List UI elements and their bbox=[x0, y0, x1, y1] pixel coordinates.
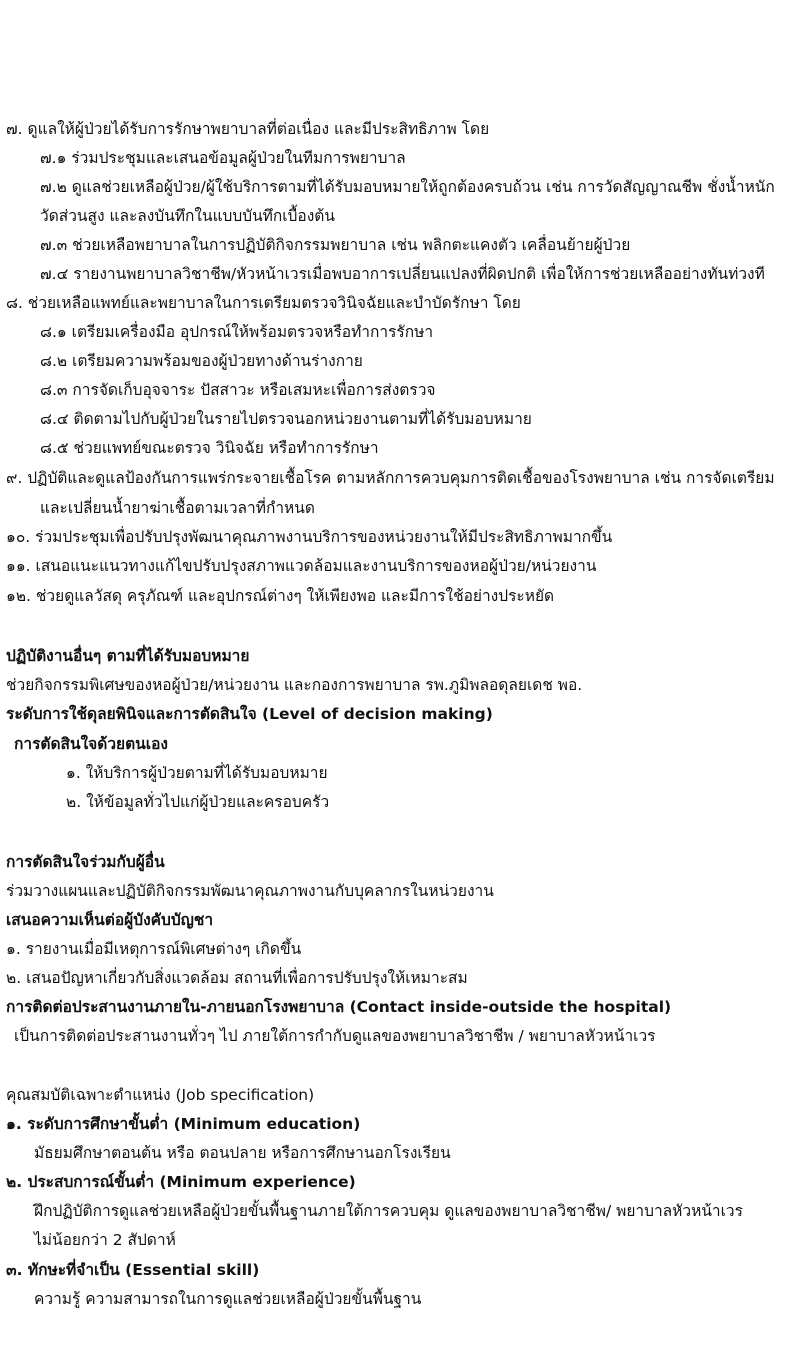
duty-8-4: ๘.๔ ติดตามไปกับผู้ป่วยในรายไปตรวจนอกหน่วยงานตามที่ได้รับมอบหมาย bbox=[40, 410, 532, 428]
duty-7: ๗. ดูแลให้ผู้ป่วยได้รับการรักษาพยาบาลที่ต่อเนื่อง และมีประสิทธิภาพ โดย bbox=[6, 120, 490, 138]
experience-text-cont: ไม่น้อยกว่า 2 สัปดาห์ bbox=[34, 1231, 176, 1249]
duty-11: ๑๑. เสนอแนะแนวทางแก้ไขปรับปรุงสภาพแวดล้อมและงานบริการของหอผู้ป่วย/หน่วยงาน bbox=[6, 557, 597, 575]
other-work-heading: ปฏิบัติงานอื่นๆ ตามที่ได้รับมอบหมาย bbox=[6, 647, 250, 665]
skill-heading: ๓. ทักษะที่จำเป็น (Essential skill) bbox=[6, 1261, 260, 1279]
joint-decision-heading: การตัดสินใจร่วมกับผู้อื่น bbox=[6, 853, 165, 871]
duty-7-4: ๗.๔ รายงานพยาบาลวิชาชีพ/หัวหน้าเวรเมื่อพบอาการเปลี่ยนแปลงที่ผิดปกติ เพื่อให้การช่วยเหลืออย่างทันท่วงที bbox=[40, 265, 765, 283]
self-decision-heading: การตัดสินใจด้วยตนเอง bbox=[14, 735, 168, 753]
decision-heading: ระดับการใช้ดุลยพินิจและการตัดสินใจ (Level of decision making) bbox=[6, 705, 493, 723]
joint-decision-text: ร่วมวางแผนและปฏิบัติกิจกรรมพัฒนาคุณภาพงานกับบุคลากรในหน่วยงาน bbox=[6, 882, 494, 900]
other-work-text: ช่วยกิจกรรมพิเศษของหอผู้ป่วย/หน่วยงาน และกองการพยาบาล รพ.ภูมิพลอดุลยเดช พอ. bbox=[6, 676, 583, 694]
experience-heading: ๒. ประสบการณ์ขั้นต่ำ (Minimum experience) bbox=[6, 1173, 356, 1191]
duty-7-1: ๗.๑ ร่วมประชุมและเสนอข้อมูลผู้ป่วยในทีมการพยาบาล bbox=[40, 149, 406, 167]
contact-text: เป็นการติดต่อประสานงานทั่วๆ ไป ภายใต้การกำกับดูแลของพยาบาลวิชาชีพ / พยาบาลหัวหน้าเวร bbox=[14, 1027, 656, 1045]
duty-8-3: ๘.๓ การจัดเก็บอุจจาระ ปัสสาวะ หรือเสมหะเพื่อการส่งตรวจ bbox=[40, 381, 436, 399]
duty-7-2-cont: วัดส่วนสูง และลงบันทึกในแบบบันทึกเบื้องต้น bbox=[40, 207, 335, 225]
duty-8-5: ๘.๕ ช่วยแพทย์ขณะตรวจ วินิจฉัย หรือทำการรักษา bbox=[40, 439, 379, 457]
duty-9: ๙. ปฏิบัติและดูแลป้องกันการแพร่กระจายเชื้อโรค ตามหลักการควบคุมการติดเชื้อของโรงพยาบาล เช่น การจัดเตรียม bbox=[6, 469, 775, 487]
propose-2: ๒. เสนอปัญหาเกี่ยวกับสิ่งแวดล้อม สถานที่เพื่อการปรับปรุงให้เหมาะสม bbox=[6, 969, 468, 987]
duty-7-2: ๗.๒ ดูแลช่วยเหลือผู้ป่วย/ผู้ใช้บริการตามที่ได้รับมอบหมายให้ถูกต้องครบถ้วน เช่น การวัดสัญญาณชีพ ชั่งน้ำหนัก bbox=[40, 178, 775, 196]
experience-text: ฝึกปฏิบัติการดูแลช่วยเหลือผู้ป่วยขั้นพื้นฐานภายใต้การควบคุม ดูแลของพยาบาลวิชาชีพ/ พยาบาลหัวหน้าเวร bbox=[34, 1202, 743, 1220]
education-heading: ๑. ระดับการศึกษาขั้นต่ำ (Minimum education) bbox=[6, 1115, 361, 1133]
propose-1: ๑. รายงานเมื่อมีเหตุการณ์พิเศษต่างๆ เกิดขึ้น bbox=[6, 940, 302, 958]
self-decision-2: ๒. ให้ข้อมูลทั่วไปแก่ผู้ป่วยและครอบครัว bbox=[66, 793, 330, 811]
duty-8: ๘. ช่วยเหลือแพทย์และพยาบาลในการเตรียมตรวจวินิจฉัยและบำบัดรักษา โดย bbox=[6, 294, 521, 312]
self-decision-1: ๑. ให้บริการผู้ป่วยตามที่ได้รับมอบหมาย bbox=[66, 764, 328, 782]
propose-heading: เสนอความเห็นต่อผู้บังคับบัญชา bbox=[6, 911, 214, 929]
duty-8-2: ๘.๒ เตรียมความพร้อมของผู้ป่วยทางด้านร่างกาย bbox=[40, 352, 363, 370]
duty-8-1: ๘.๑ เตรียมเครื่องมือ อุปกรณ์ให้พร้อมตรวจหรือทำการรักษา bbox=[40, 323, 434, 341]
skill-text: ความรู้ ความสามารถในการดูแลช่วยเหลือผู้ป่วยขั้นพื้นฐาน bbox=[34, 1290, 422, 1308]
duty-7-3: ๗.๓ ช่วยเหลือพยาบาลในการปฏิบัติกิจกรรมพยาบาล เช่น พลิกตะแคงตัว เคลื่อนย้ายผู้ป่วย bbox=[40, 236, 631, 254]
duty-9-cont: และเปลี่ยนน้ำยาฆ่าเชื้อตามเวลาที่กำหนด bbox=[40, 499, 315, 517]
spec-heading: คุณสมบัติเฉพาะตำแหน่ง (Job specification) bbox=[6, 1086, 315, 1104]
duty-10: ๑๐. ร่วมประชุมเพื่อปรับปรุงพัฒนาคุณภาพงานบริการของหน่วยงานให้มีประสิทธิภาพมากขึ้น bbox=[6, 528, 613, 546]
duty-12: ๑๒. ช่วยดูแลวัสดุ ครุภัณฑ์ และอุปกรณ์ต่างๆ ให้เพียงพอ และมีการใช้อย่างประหยัด bbox=[6, 587, 555, 605]
contact-heading: การติดต่อประสานงานภายใน-ภายนอกโรงพยาบาล (Contact inside-outside the hospital) bbox=[6, 998, 672, 1016]
education-text: มัธยมศึกษาตอนต้น หรือ ตอนปลาย หรือการศึกษานอกโรงเรียน bbox=[34, 1144, 451, 1162]
